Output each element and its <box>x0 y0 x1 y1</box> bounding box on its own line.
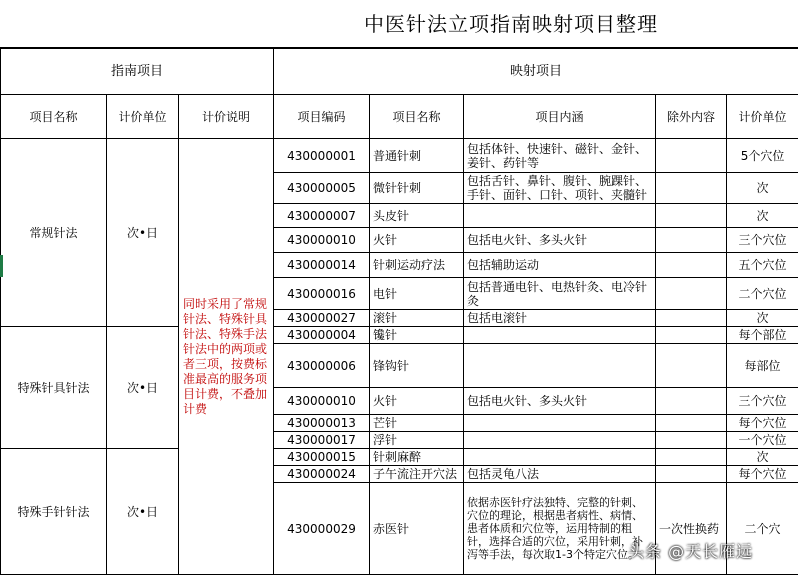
item-code: 430000010 <box>274 388 370 415</box>
item-code: 430000010 <box>274 228 370 253</box>
col-header: 除外内容 <box>656 95 727 139</box>
col-header: 计价单位 <box>107 95 179 139</box>
item-code: 430000006 <box>274 344 370 388</box>
item-name: 赤医针 <box>370 483 464 575</box>
group-header-row <box>1 49 798 95</box>
col-header: 项目名称 <box>370 95 464 139</box>
item-excluded <box>656 466 727 483</box>
col-header: 项目编码 <box>274 95 370 139</box>
item-excluded <box>656 432 727 449</box>
item-content: 包括电火针、多头火针 <box>464 228 656 253</box>
item-name: 子午流注开穴法 <box>370 466 464 483</box>
item-unit: 三个穴位 <box>727 228 798 253</box>
item-content: 包括辅助运动 <box>464 253 656 278</box>
item-name: 火针 <box>370 388 464 415</box>
item-unit: 每个穴位 <box>727 415 798 432</box>
table-row <box>1 449 798 466</box>
mapping-table <box>0 48 798 575</box>
col-header: 计价单位 <box>727 95 798 139</box>
item-name: 火针 <box>370 228 464 253</box>
watermark: 头条 @天长雁远 <box>628 542 754 561</box>
item-name: 锋钩针 <box>370 344 464 388</box>
item-content: 包括灵龟八法 <box>464 466 656 483</box>
col-header: 项目内涵 <box>464 95 656 139</box>
sheet-title-row <box>0 0 798 48</box>
col-header: 项目名称 <box>1 95 107 139</box>
item-content: 包括电火针、多头火针 <box>464 388 656 415</box>
item-name: 芒针 <box>370 415 464 432</box>
item-code: 430000015 <box>274 449 370 466</box>
item-excluded <box>656 310 727 327</box>
item-unit: 五个穴位 <box>727 253 798 278</box>
item-unit: 二个穴 <box>727 483 798 575</box>
item-content <box>464 204 656 228</box>
item-excluded <box>656 344 727 388</box>
item-name: 电针 <box>370 278 464 310</box>
item-excluded <box>656 415 727 432</box>
item-unit: 次 <box>727 310 798 327</box>
item-content <box>464 415 656 432</box>
item-unit: 每个穴位 <box>727 466 798 483</box>
item-excluded: 一次性换药 <box>656 483 727 575</box>
item-unit: 每部位 <box>727 344 798 388</box>
item-excluded <box>656 388 727 415</box>
item-unit: 次 <box>727 204 798 228</box>
item-unit: 5个穴位 <box>727 139 798 173</box>
item-code: 430000004 <box>274 327 370 344</box>
item-name: 头皮针 <box>370 204 464 228</box>
item-code: 430000017 <box>274 432 370 449</box>
item-excluded <box>656 253 727 278</box>
item-content: 包括电滚针 <box>464 310 656 327</box>
column-header-row <box>1 95 798 139</box>
item-content <box>464 449 656 466</box>
row-selection-marker <box>0 255 3 277</box>
item-excluded <box>656 228 727 253</box>
item-code: 430000029 <box>274 483 370 575</box>
mapped-group-header: 映射项目 <box>274 49 798 95</box>
table-row <box>1 327 798 344</box>
col-header: 计价说明 <box>179 95 274 139</box>
item-content: 包括舌针、鼻针、腹针、腕踝针、手针、面针、口针、项针、夹髓针 <box>464 173 656 204</box>
item-excluded <box>656 449 727 466</box>
item-code: 430000001 <box>274 139 370 173</box>
pricing-note: 同时采用了常规针法、特殊针具针法、特殊手法针法中的两项或者三项，按费标准最高的服务项目计费，不叠加计费 <box>179 139 274 575</box>
item-code: 430000024 <box>274 466 370 483</box>
item-unit: 二个穴位 <box>727 278 798 310</box>
item-name: 镵针 <box>370 327 464 344</box>
guide-item-unit: 次•日 <box>107 449 179 575</box>
item-name: 普通针刺 <box>370 139 464 173</box>
item-unit: 次 <box>727 173 798 204</box>
item-content <box>464 344 656 388</box>
item-excluded <box>656 139 727 173</box>
item-excluded <box>656 204 727 228</box>
item-content <box>464 432 656 449</box>
item-excluded <box>656 278 727 310</box>
item-excluded <box>656 327 727 344</box>
item-code: 430000027 <box>274 310 370 327</box>
item-content: 依据赤医针疗法独特、完整的针刺、穴位的理论，根据患者病性、病情、患者体质和穴位等，运用特制的粗针，选择合适的穴位，采用针刺，补泻等手法，每次取1-3个特定穴位。 <box>464 483 656 575</box>
guide-item-unit: 次•日 <box>107 139 179 327</box>
guide-item-name: 常规针法 <box>1 139 107 327</box>
item-code: 430000005 <box>274 173 370 204</box>
item-name: 针刺运动疗法 <box>370 253 464 278</box>
guide-item-name: 特殊针具针法 <box>1 327 107 449</box>
item-code: 430000016 <box>274 278 370 310</box>
item-content: 包括体针、快速针、磁针、金针、姜针、药针等 <box>464 139 656 173</box>
item-name: 微针针刺 <box>370 173 464 204</box>
guide-item-unit: 次•日 <box>107 327 179 449</box>
item-code: 430000014 <box>274 253 370 278</box>
sheet-title: 中医针法立项指南映射项目整理 <box>364 12 658 36</box>
item-name: 浮针 <box>370 432 464 449</box>
item-name: 滚针 <box>370 310 464 327</box>
item-unit: 每个部位 <box>727 327 798 344</box>
item-name: 针刺麻醉 <box>370 449 464 466</box>
item-content: 包括普通电针、电热针灸、电冷针灸 <box>464 278 656 310</box>
item-unit: 三个穴位 <box>727 388 798 415</box>
guide-item-name: 特殊手针针法 <box>1 449 107 575</box>
guide-group-header: 指南项目 <box>1 49 274 95</box>
item-code: 430000013 <box>274 415 370 432</box>
item-excluded <box>656 173 727 204</box>
item-unit: 一个穴位 <box>727 432 798 449</box>
item-code: 430000007 <box>274 204 370 228</box>
item-content <box>464 327 656 344</box>
item-unit: 次 <box>727 449 798 466</box>
table-row <box>1 139 798 173</box>
